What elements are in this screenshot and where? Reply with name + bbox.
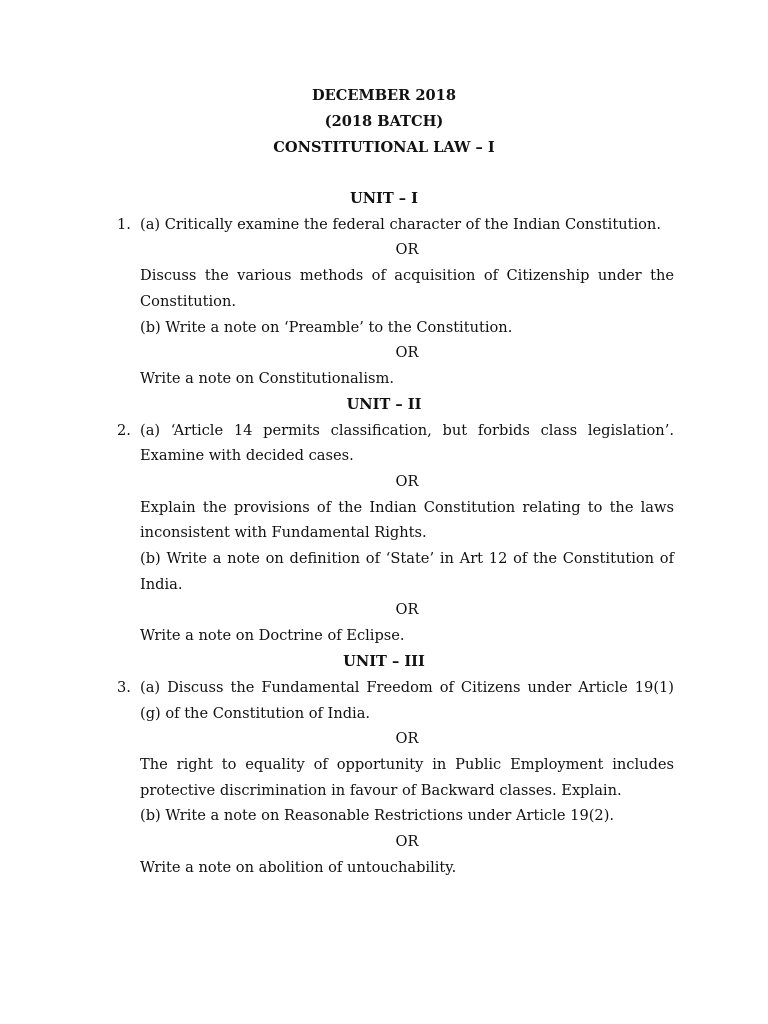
question-2b-line2: India. [140, 576, 183, 593]
question-3a-alt-line1: The right to equality of opportunity in Public Employment includes [140, 756, 674, 773]
or-separator: OR [395, 241, 419, 258]
question-1b-alt-text: Write a note on Constitutionalism. [140, 370, 394, 387]
or-separator: OR [395, 473, 419, 490]
or-separator: OR [395, 730, 419, 747]
question-3b-alt-text: Write a note on abolition of untouchability. [140, 859, 457, 876]
or-separator: OR [395, 344, 419, 361]
question-2-number: 2. [117, 422, 131, 439]
exam-month-heading: DECEMBER 2018 [312, 87, 456, 104]
question-3a-alt-line2: protective discrimination in favour of Backward classes. Explain. [140, 782, 622, 799]
question-2a-line2: Examine with decided cases. [140, 447, 354, 464]
question-2b-alt-text: Write a note on Doctrine of Eclipse. [140, 627, 405, 644]
question-2a-alt-line1: Explain the provisions of the Indian Constitution relating to the laws [140, 499, 674, 516]
unit-2-title: UNIT – II [346, 396, 422, 413]
unit-3-title: UNIT – III [343, 653, 425, 670]
unit-1-title: UNIT – I [349, 190, 419, 207]
question-1b-text: (b) Write a note on ‘Preamble’ to the Constitution. [140, 319, 513, 336]
question-3-number: 3. [117, 679, 131, 696]
question-1a-alt-line1: Discuss the various methods of acquisition of Citizenship under the [140, 267, 674, 284]
question-3b-text: (b) Write a note on Reasonable Restrictions under Article 19(2). [140, 807, 615, 824]
question-1-number: 1. [117, 216, 131, 233]
question-3a-line1: (a) Discuss the Fundamental Freedom of Citizens under Article 19(1) [140, 679, 674, 696]
question-2a-alt-line2: inconsistent with Fundamental Rights. [140, 524, 427, 541]
subject-heading: CONSTITUTIONAL LAW – I [273, 139, 495, 156]
or-separator: OR [395, 833, 419, 850]
question-2a-line1: (a) ‘Article 14 permits classification, but forbids class legislation’. [140, 422, 674, 439]
question-2b-line1: (b) Write a note on definition of ‘State’ in Art 12 of the Constitution of [140, 550, 674, 567]
batch-heading: (2018 BATCH) [324, 113, 444, 130]
question-1a-alt-line2: Constitution. [140, 293, 236, 310]
question-3a-line2: (g) of the Constitution of India. [140, 705, 371, 722]
question-1a-text: (a) Critically examine the federal character of the Indian Constitution. [140, 216, 661, 233]
or-separator: OR [395, 601, 419, 618]
